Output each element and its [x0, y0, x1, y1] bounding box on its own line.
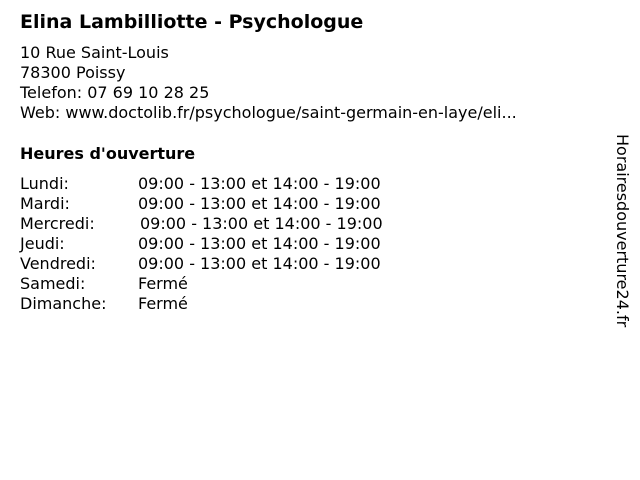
- day-hours: 09:00 - 13:00 et 14:00 - 19:00: [138, 254, 381, 273]
- site-brand-watermark: Horairesdouverture24.fr: [613, 134, 632, 328]
- street-address: 10 Rue Saint-Louis: [20, 43, 169, 62]
- day-hours: Fermé: [138, 274, 188, 293]
- day-hours: 09:00 - 13:00 et 14:00 - 19:00: [138, 194, 381, 213]
- business-contact-block: [20, 43, 517, 123]
- day-hours: 09:00 - 13:00 et 14:00 - 19:00: [138, 234, 381, 253]
- website-link[interactable]: Web: www.doctolib.fr/psychologue/saint-germain-en-laye/eli...: [20, 103, 517, 122]
- day-label: Dimanche:: [20, 294, 107, 313]
- day-label: Vendredi:: [20, 254, 96, 273]
- city-address: 78300 Poissy: [20, 63, 126, 82]
- day-label: Samedi:: [20, 274, 86, 293]
- day-label: Mercredi:: [20, 214, 95, 233]
- business-title: Elina Lambilliotte - Psychologue: [20, 11, 364, 33]
- day-label: Lundi:: [20, 174, 69, 193]
- day-label: Jeudi:: [20, 234, 65, 253]
- day-hours: 09:00 - 13:00 et 14:00 - 19:00: [140, 214, 383, 233]
- phone-number: Telefon: 07 69 10 28 25: [20, 83, 210, 102]
- day-hours: 09:00 - 13:00 et 14:00 - 19:00: [138, 174, 381, 193]
- day-label: Mardi:: [20, 194, 70, 213]
- opening-hours-heading: Heures d'ouverture: [20, 144, 196, 163]
- day-hours: Fermé: [138, 294, 188, 313]
